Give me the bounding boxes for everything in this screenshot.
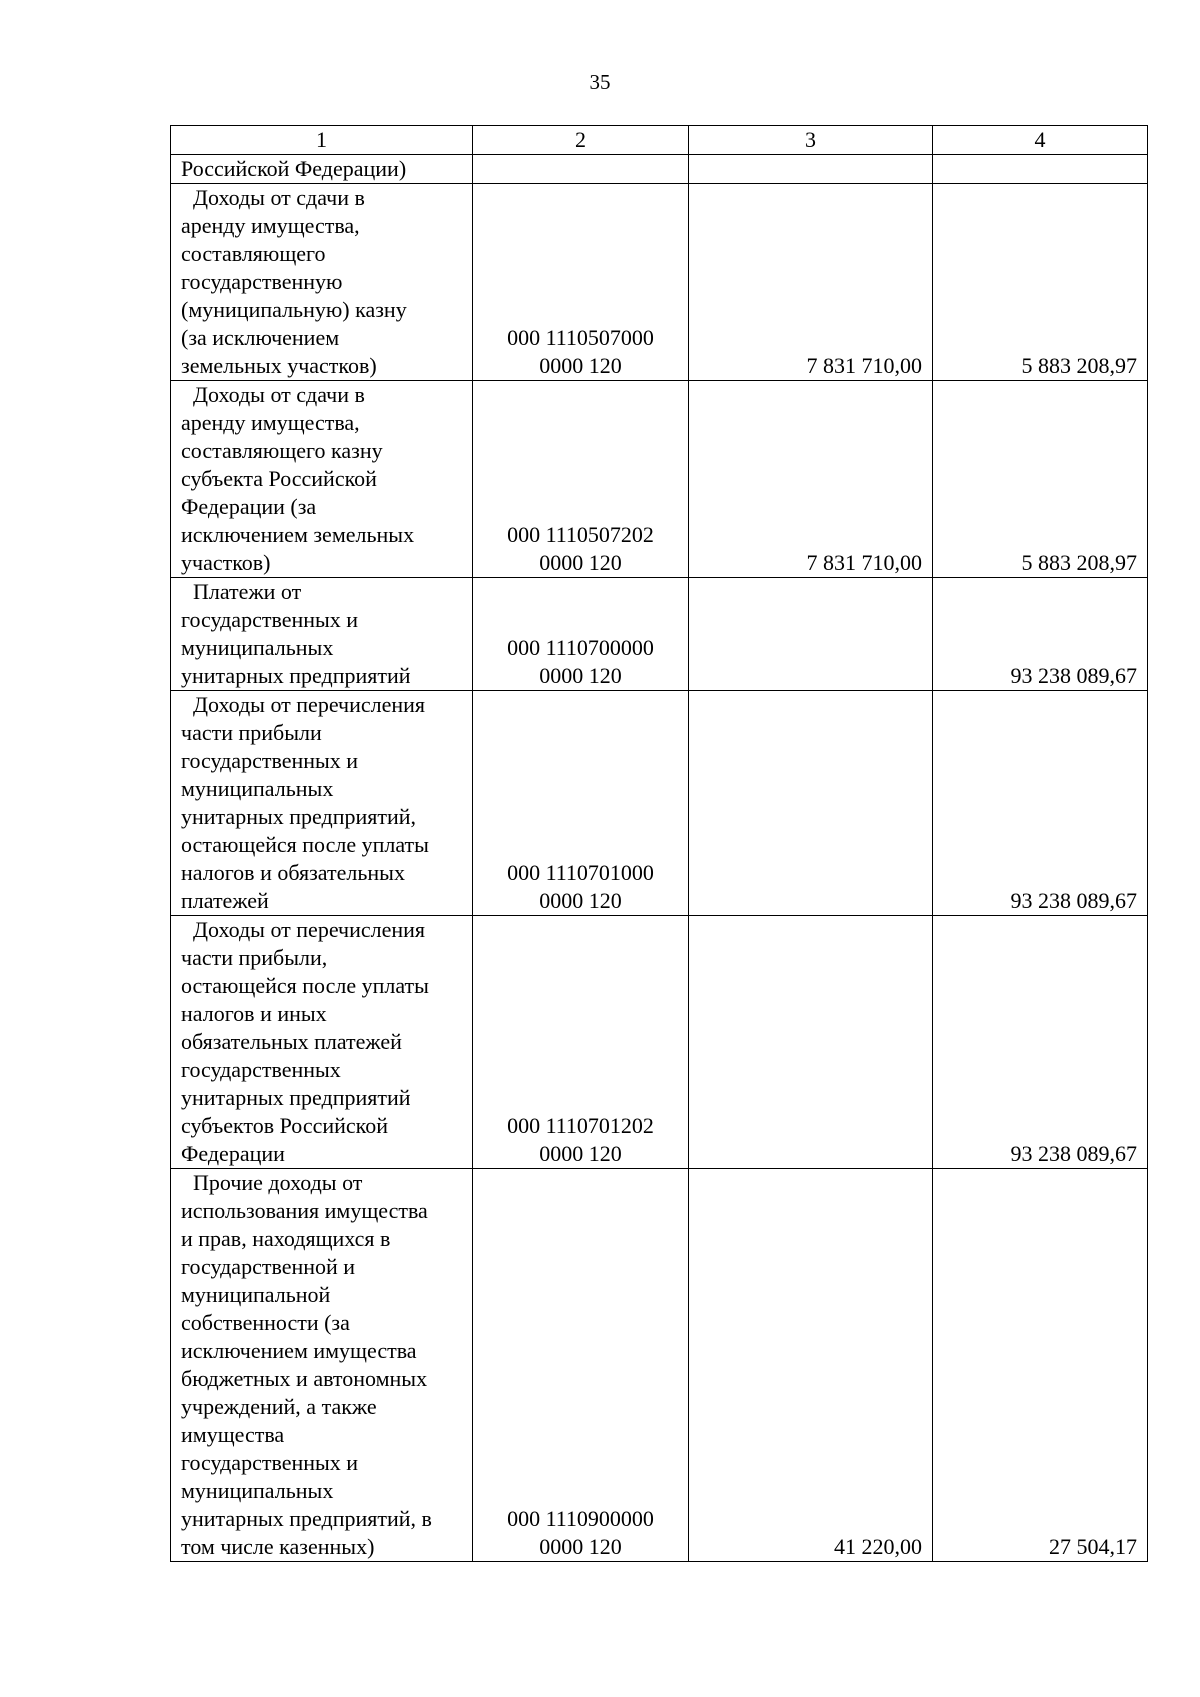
row-name: [171, 916, 473, 1169]
table-row: [171, 184, 1148, 381]
row-value-col3: 41 220,00: [689, 1169, 933, 1562]
row-name: [171, 1169, 473, 1562]
row-value-col4: 93 238 089,67: [933, 916, 1148, 1169]
row-value-col3: [689, 578, 933, 691]
row-value-col4: 93 238 089,67: [933, 578, 1148, 691]
page-number: 35: [589, 70, 611, 94]
column-header-3: 3: [689, 126, 933, 155]
row-code: 000 1110701202 0000 120: [473, 916, 689, 1169]
table-row: [171, 691, 1148, 916]
row-name-text: Доходы от сдачи в аренду имущества, составляющего государственную (муниципальную) казну (за исключением земельных участков): [181, 185, 407, 378]
column-header-1: 1: [171, 126, 473, 155]
row-value-col4: 93 238 089,67: [933, 691, 1148, 916]
row-code: 000 1110900000 0000 120: [473, 1169, 689, 1562]
row-value-col4: 5 883 208,97: [933, 381, 1148, 578]
row-value-col3: [689, 691, 933, 916]
revenue-table: [170, 125, 1148, 1562]
column-header-4: 4: [933, 126, 1148, 155]
row-code: 000 1110507202 0000 120: [473, 381, 689, 578]
table-row: [171, 381, 1148, 578]
table-row: [171, 916, 1148, 1169]
table-row: [171, 1169, 1148, 1562]
row-value-col3: 7 831 710,00: [689, 184, 933, 381]
table-row: [171, 155, 1148, 184]
row-name-text: Доходы от перечисления части прибыли государственных и муниципальных унитарных предприятий, остающейся после уплаты налогов и обязательных платежей: [181, 692, 429, 913]
table-header-row: [171, 126, 1148, 155]
row-code: 000 1110700000 0000 120: [473, 578, 689, 691]
row-value-col4: 5 883 208,97: [933, 184, 1148, 381]
row-code: [473, 155, 689, 184]
table-row: [171, 578, 1148, 691]
row-name-text: Доходы от перечисления части прибыли, остающейся после уплаты налогов и иных обязательных платежей государственных унитарных предприятий субъектов Российской Федерации: [181, 917, 429, 1166]
row-value-col3: [689, 155, 933, 184]
row-name-text: Доходы от сдачи в аренду имущества, составляющего казну субъекта Российской Федерации (за исключением земельных участков): [181, 382, 415, 575]
row-name: [171, 578, 473, 691]
row-value-col3: 7 831 710,00: [689, 381, 933, 578]
row-name: [171, 691, 473, 916]
row-value-col3: [689, 916, 933, 1169]
row-name: [171, 381, 473, 578]
column-header-2: 2: [473, 126, 689, 155]
row-code: 000 1110701000 0000 120: [473, 691, 689, 916]
row-name: Российской Федерации): [171, 155, 473, 184]
row-value-col4: [933, 155, 1148, 184]
row-code: 000 1110507000 0000 120: [473, 184, 689, 381]
row-name: [171, 184, 473, 381]
row-value-col4: 27 504,17: [933, 1169, 1148, 1562]
row-name-text: Прочие доходы от использования имущества и прав, находящихся в государственной и муниципальной собственности (за исключением имущества бюджетных и автономных учреждений, а также имущества государственных и муниципальных унитарных предприятий, в том числе казенных): [181, 1170, 432, 1559]
row-name-text: Платежи от государственных и муниципальных унитарных предприятий: [181, 579, 411, 688]
